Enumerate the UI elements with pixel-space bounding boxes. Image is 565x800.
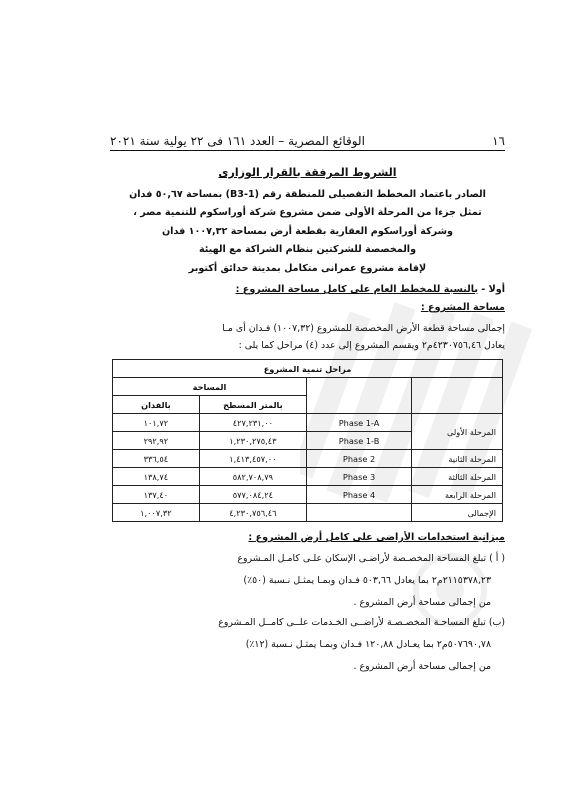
stage-cell: المرحلة الثانية [412,450,503,468]
m2-cell: ١,٤١٣,٤٥٧,٠٠ [199,450,306,468]
intro-line: تمثل جزءا من المرحلة الأولى ضمن مشروع شركة أوراسكوم للتنمية مصر ، [133,207,482,219]
phase-cell [306,504,411,522]
table-caption: مراحل تنمية المشروع [113,360,503,378]
m2-cell: ١,٢٣٠,٢٧٥,٤٣ [199,432,306,450]
m2-cell: ٥٧٧,٠٨٤,٢٤ [199,486,306,504]
feddan-cell: ١٣٨,٧٤ [113,468,200,486]
header-rule [110,150,505,151]
table-row [113,486,503,504]
item-line: من إجمالى مساحة أرض المشروع . [353,661,491,672]
feddan-cell: ١,٠٠٧,٣٢ [113,504,200,522]
column-header: بالمتر المسطح [199,396,306,414]
table-row [113,450,503,468]
section-prefix: أولا - [477,284,505,295]
item-services [110,612,505,678]
stage-header [412,378,503,414]
item-line: ٢١١٥٣٧٨,٢٣م٢ بما يعادل ٥٠٣,٦٦ فـدان وبمـا يمثـل نـسبة (٥٠٪) [243,575,491,586]
paragraph-line: يعادل ٤٢٣٠٧٥٦,٤٦م٢ ويقسم المشروع إلى عدد (٤) مراحل كما يلى : [238,340,505,351]
column-header: بالفدان [113,396,200,414]
item-line: (ب) تبلغ المساحـة المخصـصـة لأراضــى الخـدمات علــى كامــل المـشروع [218,617,505,628]
decree-intro [110,186,505,278]
page-number: ١٦ [492,134,505,148]
m2-cell: ٤,٢٣٠,٧٥٦,٤٦ [199,504,306,522]
intro-line: والمخصصة للشركتين بنظام الشراكة مع الهيئة [198,244,417,256]
landuse-heading [110,532,505,543]
intro-line: الصادر باعتماد المخطط التفصيلى للمنطقة رقم (B3-1) بمساحة ٥٠,٦٧ فدان [129,189,486,200]
publication-line: الوقائع المصرية – العدد ١٦١ فى ٢٢ يولية سنة ٢٠٢١ [110,134,365,148]
feddan-cell: ١٠١,٧٢ [113,414,200,432]
phase-cell: Phase 3 [306,468,411,486]
feddan-cell: ٢٩٢,٩٢ [113,432,200,450]
item-line: ( أ ) تبلغ المساحة المخصـصة لأراضـى الإسكان علـى كامـل المـشروع [237,553,505,564]
intro-line: وشركة أوراسكوم العقارية بقطعة أرض بمساحة ١٠٠٧,٣٢ فدان [161,225,454,237]
area-heading [110,302,505,313]
feddan-cell: ١٣٧,٤٠ [113,486,200,504]
section-label: بالنسبة للمخطط العام على كامل مساحة المشروع : [235,284,478,295]
column-header [306,378,411,414]
running-header [110,128,505,148]
item-line: ٥٠٧٦٩٠,٧٨م٢ بما يعـادل ١٢٠,٨٨ فـدان وبمـا يمثـل نـسبة (١٢٪) [245,639,491,650]
phase-cell: Phase 2 [306,450,411,468]
project-phases-table [112,359,503,522]
m2-cell: ٤٢٧,٢٣١,٠٠ [199,414,306,432]
phase-cell: Phase 1-B [306,432,411,450]
paragraph-line: إجمالى مساحة قطعة الأرض المخصصة للمشروع (١٠٠٧,٣٢) فـدان أى مـا [222,323,505,334]
m2-cell: ٥٨٢,٧٠٨,٧٩ [199,468,306,486]
phase-cell: Phase 1-A [306,414,411,432]
item-line: من إجمالى مساحة أرض المشروع . [353,597,491,608]
stage-cell: المرحلة الأولى [412,414,503,450]
stage-cell: المرحلة الرابعة [412,486,503,504]
phase-cell: Phase 4 [306,486,411,504]
landuse-heading-text: ميزانية استخدامات الأراضى على كامل أرض المشروع : [248,532,505,543]
area-heading-text: مساحة المشروع : [420,302,505,313]
item-housing [110,548,505,614]
document-title: الشروط المرفقة بالقرار الوزارى [218,166,397,179]
area-paragraph [110,320,505,354]
area-header: المساحة [113,378,307,396]
stage-cell: المرحلة الثالثة [412,468,503,486]
intro-line: لإقامة مشروع عمرانى متكامل بمدينة حدائق أكتوبر [188,262,427,274]
total-label: الإجمالى [412,504,503,522]
table-row [113,414,503,432]
feddan-cell: ٣٣٦,٥٤ [113,450,200,468]
table-total-row [113,504,503,522]
table-row [113,468,503,486]
section-heading [110,284,505,295]
